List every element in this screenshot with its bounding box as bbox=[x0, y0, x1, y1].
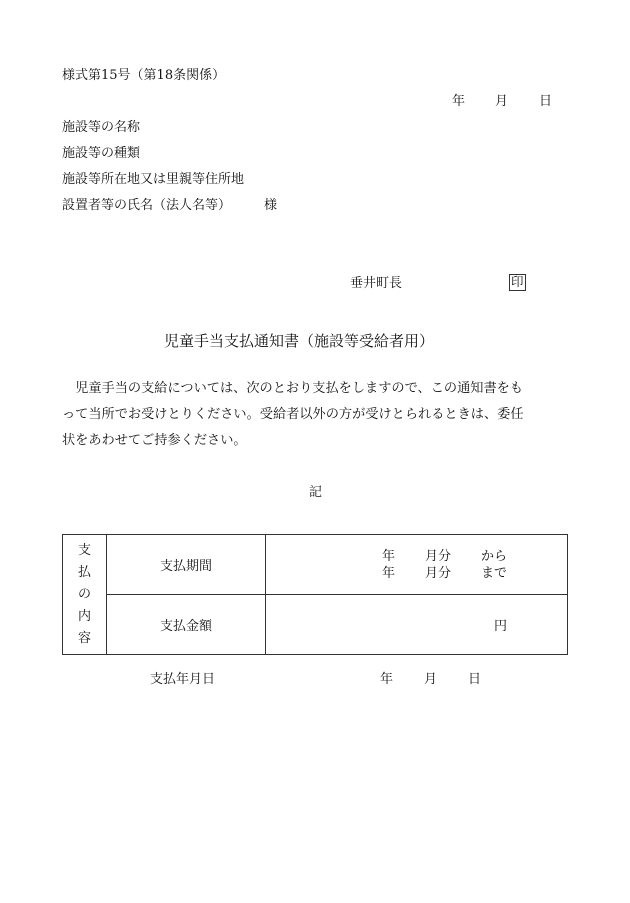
facility-address-label: 施設等所在地又は里親等住所地 bbox=[62, 172, 245, 187]
table-row bbox=[63, 535, 568, 595]
period-from-line bbox=[382, 550, 507, 563]
period-from-month: 月分 bbox=[425, 549, 452, 564]
vertical-char: 内 bbox=[77, 608, 91, 624]
date-year: 年 bbox=[452, 94, 466, 109]
period-label: 支払期間 bbox=[159, 559, 212, 574]
vertical-char: 払 bbox=[77, 564, 91, 580]
date-day: 日 bbox=[539, 94, 553, 109]
vertical-char: 支 bbox=[77, 542, 91, 558]
ki-heading: 記 bbox=[309, 485, 323, 500]
period-to-year: 年 bbox=[382, 566, 396, 581]
honorific: 様 bbox=[264, 198, 278, 213]
facility-type-label: 施設等の種類 bbox=[62, 146, 141, 161]
table-row bbox=[63, 595, 568, 655]
period-to-line bbox=[382, 567, 507, 580]
founder-name-label: 設置者等の氏名（法人名等） bbox=[62, 198, 232, 213]
period-label-cell bbox=[107, 535, 266, 595]
issuer-title: 垂井町長 bbox=[350, 276, 403, 291]
amount-unit: 円 bbox=[493, 619, 507, 634]
body-paragraph bbox=[62, 376, 568, 454]
amount-label: 支払金額 bbox=[159, 619, 212, 634]
body-line: 状をあわせてご持参ください。 bbox=[62, 433, 247, 448]
form-number: 様式第15号（第18条関係） bbox=[62, 68, 226, 83]
document-title: 児童手当支払通知書（施設等受給者用） bbox=[164, 332, 435, 350]
seal-mark bbox=[509, 274, 526, 291]
body-line: 児童手当の支給については、次のとおり支払をしますので、この通知書をも bbox=[62, 381, 524, 396]
period-from-year: 年 bbox=[382, 549, 396, 564]
period-value-cell bbox=[266, 535, 568, 595]
payment-date-day: 日 bbox=[468, 672, 482, 687]
facility-name-label: 施設等の名称 bbox=[62, 120, 141, 135]
payment-date-label: 支払年月日 bbox=[150, 672, 216, 687]
payment-table bbox=[62, 534, 568, 655]
seal-label: 印 bbox=[511, 274, 524, 289]
amount-value-cell bbox=[266, 595, 568, 655]
body-line: って当所でお受けとりください。受給者以外の方が受けとられるときは、委任 bbox=[62, 407, 524, 422]
vertical-char: の bbox=[77, 586, 91, 602]
period-from-suffix: から bbox=[481, 549, 508, 564]
payment-date-year: 年 bbox=[380, 672, 394, 687]
payment-date-month: 月 bbox=[424, 672, 438, 687]
period-to-month: 月分 bbox=[425, 566, 452, 581]
period-to-suffix: まで bbox=[481, 566, 508, 581]
vertical-char: 容 bbox=[77, 630, 91, 646]
amount-label-cell bbox=[107, 595, 266, 655]
payment-details-cell bbox=[63, 535, 107, 655]
date-month: 月 bbox=[495, 94, 509, 109]
